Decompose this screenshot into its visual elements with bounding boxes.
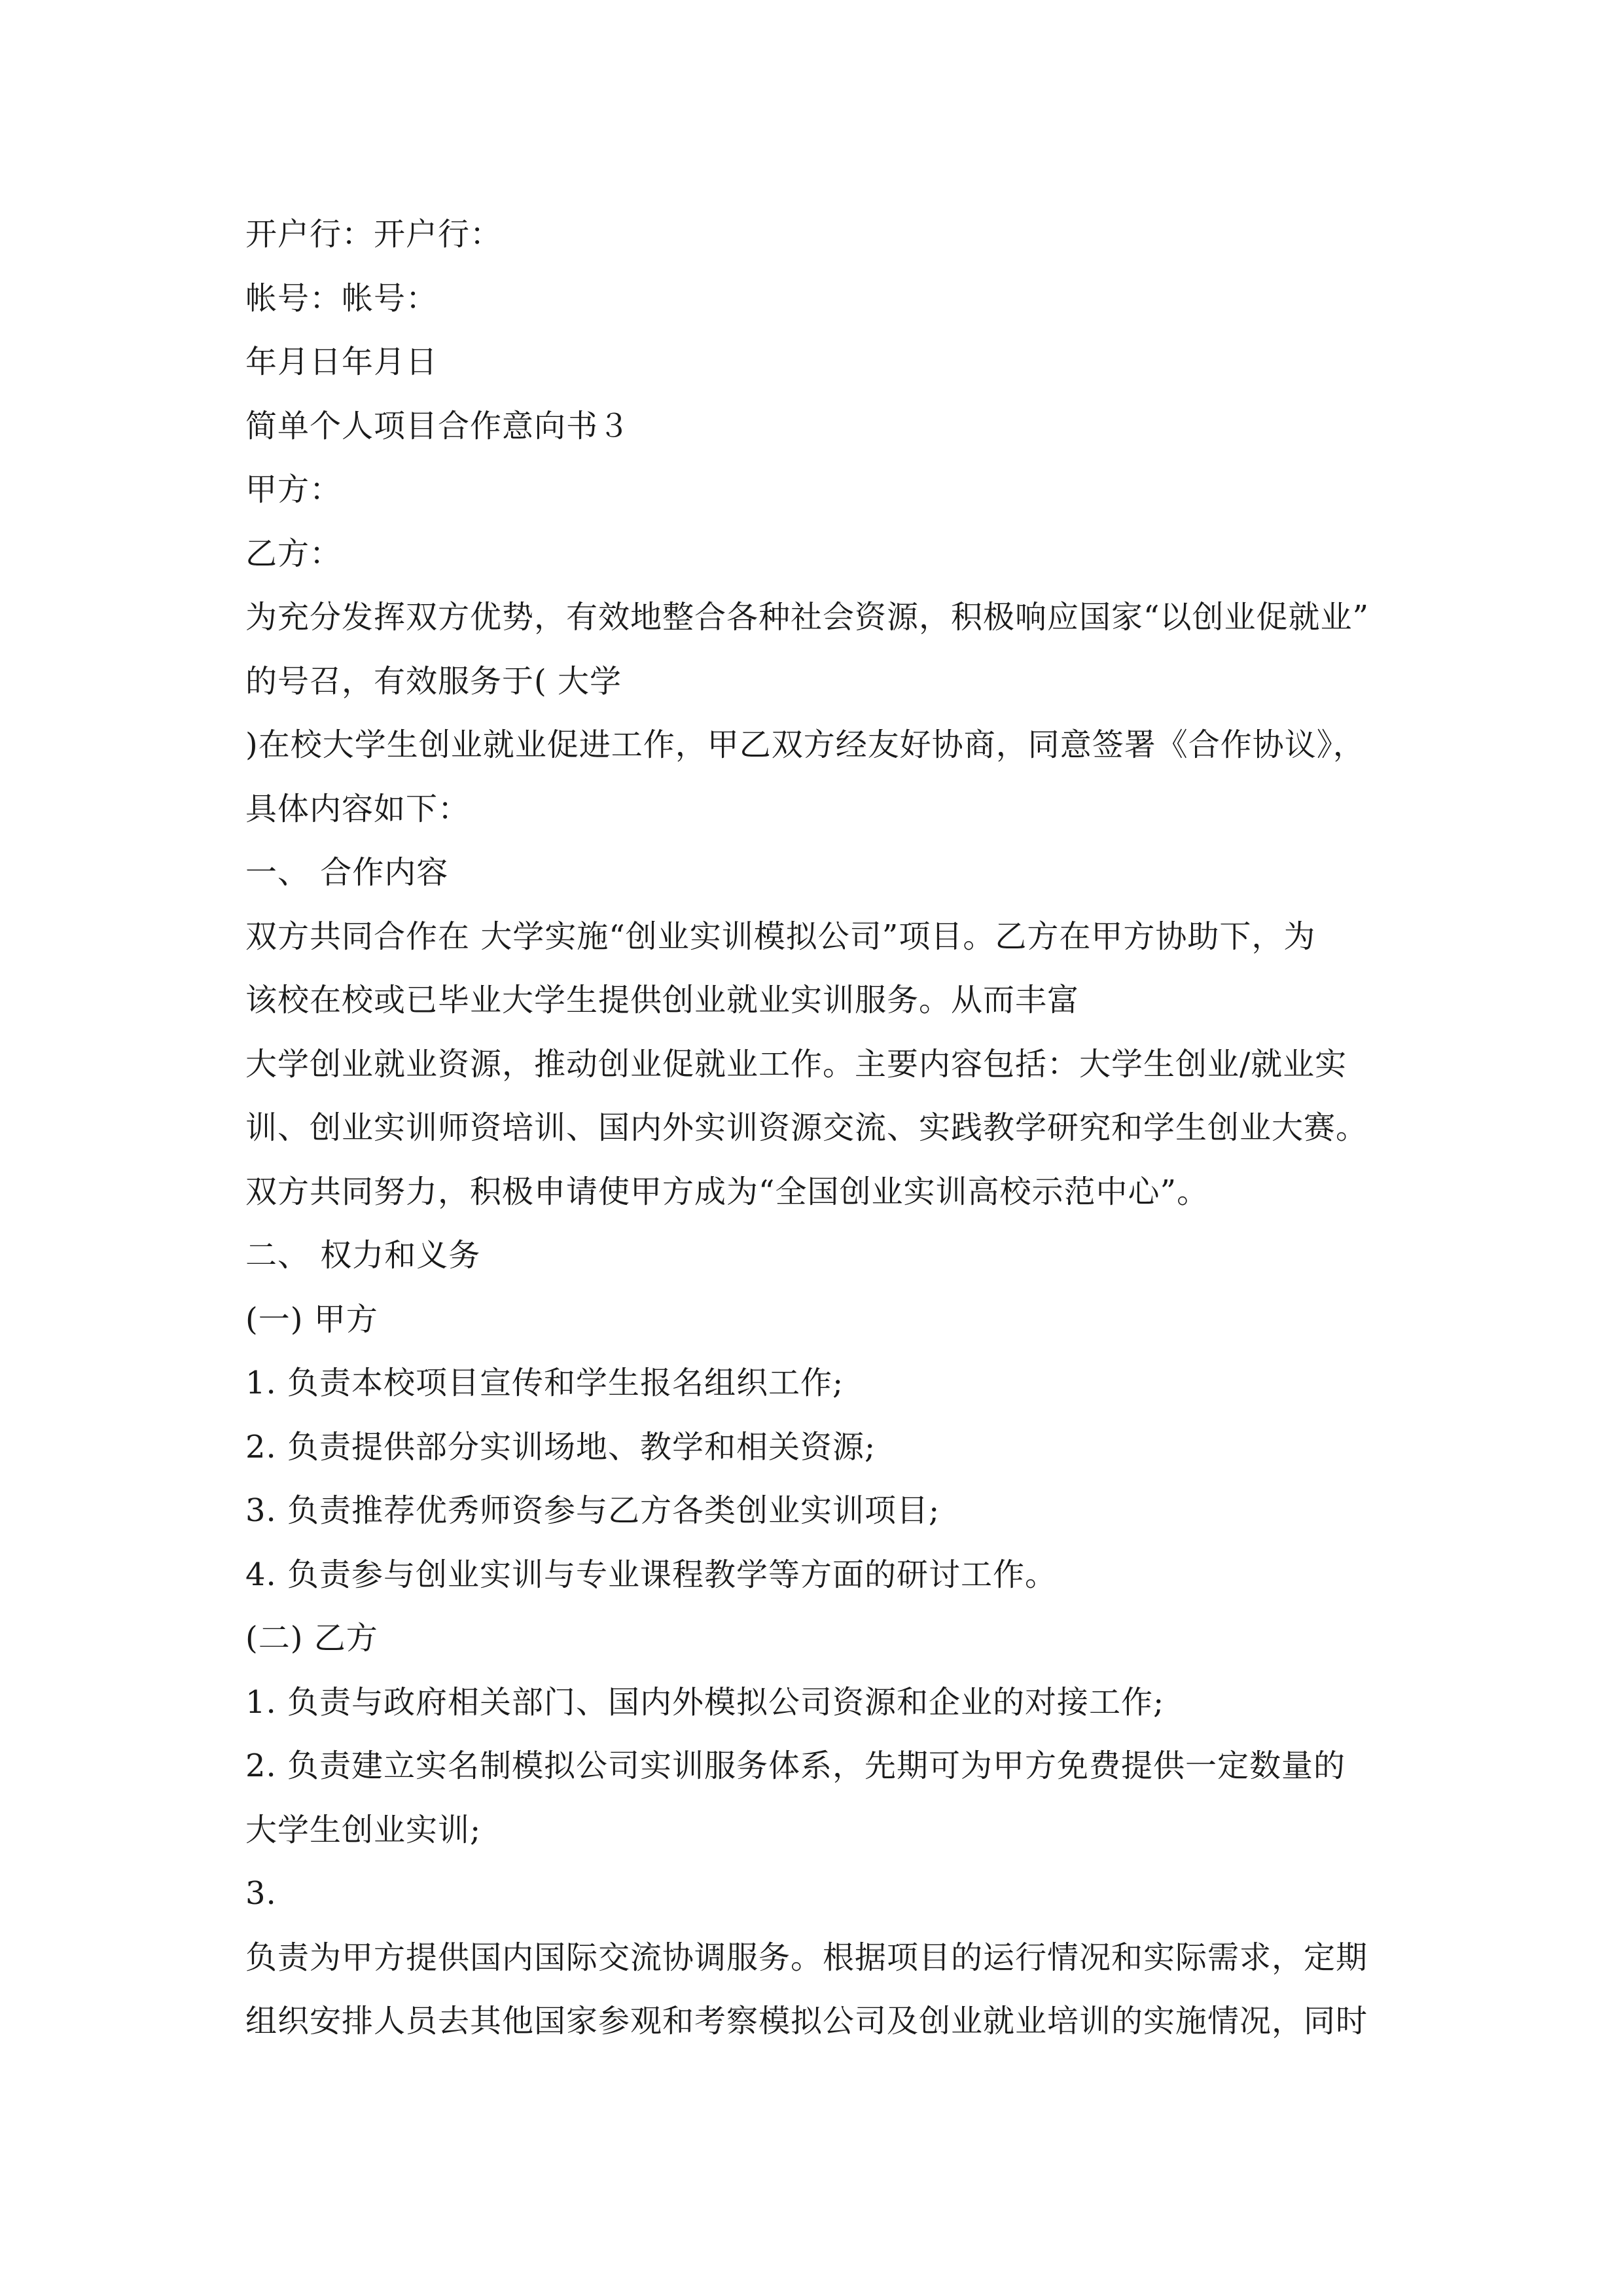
document-body xyxy=(245,203,1397,2054)
text-line: 年月日年月日 xyxy=(245,344,438,380)
text-line: 具体内容如下： xyxy=(245,790,471,827)
text-line: 甲方： xyxy=(245,471,342,508)
text-line: 双方共同合作在 大学实施“创业实训模拟公司”项目。乙方在甲方协助下，为 xyxy=(245,918,1316,955)
list-item: 3. xyxy=(245,1875,277,1912)
text-line: 大学创业就业资源，推动创业促就业工作。主要内容包括：大学生创业/就业实 xyxy=(245,1045,1347,1083)
text-line: 为充分发挥双方优势，有效地整合各种社会资源，积极响应国家“以创业促就业” xyxy=(245,599,1370,636)
text-line: 大学生创业实训; xyxy=(245,1811,482,1848)
section-heading: 二、 权力和义务 xyxy=(245,1237,481,1274)
text-line: 乙方： xyxy=(245,535,342,572)
text-line: 双方共同努力，积极申请使甲方成为“全国创业实训高校示范中心”。 xyxy=(245,1173,1209,1210)
text-line: 组织安排人员去其他国家参观和考察模拟公司及创业就业培训的实施情况，同时 xyxy=(245,2003,1368,2039)
list-item: 2. 负责提供部分实训场地、教学和相关资源; xyxy=(245,1428,876,1465)
text-line: 该校在校或已毕业大学生提供创业就业实训服务。从而丰富 xyxy=(245,982,1080,1018)
list-item: 1. 负责本校项目宣传和学生报名组织工作; xyxy=(245,1365,844,1401)
list-item: 3. 负责推荐优秀师资参与乙方各类创业实训项目; xyxy=(245,1492,940,1529)
text-line: 训、创业实训师资培训、国内外实训资源交流、实践教学研究和学生创业大赛。 xyxy=(245,1109,1368,1146)
text-line: 开户行：开户行： xyxy=(245,216,503,253)
text-line: )在校大学生创业就业促进工作，甲乙双方经友好协商，同意签署《合作协议》， xyxy=(245,726,1365,763)
text-line: 的号召，有效服务于( 大学 xyxy=(245,662,622,700)
subsection-heading: (一) 甲方 xyxy=(245,1300,378,1338)
list-item: 4. 负责参与创业实训与专业课程教学等方面的研讨工作。 xyxy=(245,1556,1058,1593)
subsection-heading: (二) 乙方 xyxy=(245,1620,378,1657)
text-line: 帐号：帐号： xyxy=(245,279,438,317)
list-item: 2. 负责建立实名制模拟公司实训服务体系，先期可为甲方免费提供一定数量的 xyxy=(245,1748,1346,1784)
list-item: 1. 负责与政府相关部门、国内外模拟公司资源和企业的对接工作; xyxy=(245,1683,1165,1721)
section-heading: 一、 合作内容 xyxy=(245,854,449,891)
document-title: 简单个人项目合作意向书３ xyxy=(245,407,631,444)
text-line: 负责为甲方提供国内国际交流协调服务。根据项目的运行情况和实际需求，定期 xyxy=(245,1939,1368,1976)
